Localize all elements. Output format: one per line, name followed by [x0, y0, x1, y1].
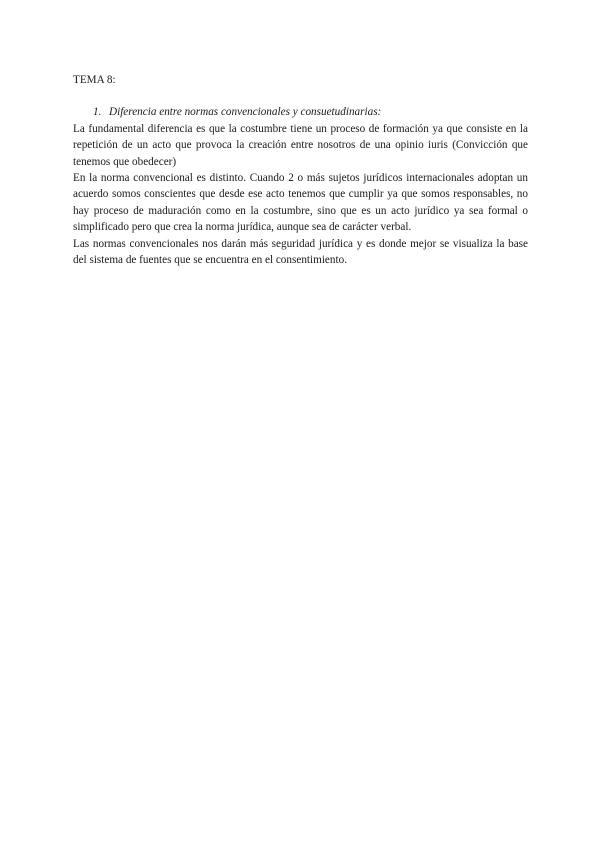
- section-title: Diferencia entre normas convencionales y consuetudinarias:: [109, 106, 382, 119]
- paragraph-costumbre: La fundamental diferencia es que la costumbre tiene un proceso de formación ya que consiste en la repetición de un acto que provoca la creación entre nosotros de una opinio iuris (Convicción que tenemos que obedecer): [73, 122, 528, 168]
- document-body: [73, 72, 528, 268]
- section-heading: [73, 104, 528, 120]
- section-number: 1.: [93, 106, 102, 119]
- paragraph-seguridad-juridica: Las normas convencionales nos darán más seguridad jurídica y es donde mejor se visualiza la base del sistema de fuentes que se encuentra en el consentimiento.: [73, 237, 528, 267]
- topic-heading: TEMA 8:: [73, 74, 116, 86]
- paragraph-norma-convencional: En la norma convencional es distinto. Cuando 2 o más sujetos jurídicos internacionales adoptan un acuerdo somos conscientes que desde ese acto tenemos que cumplir ya que somos responsables, no hay proceso de maduración como en la costumbre, sino que es un acto jurídico ya sea formal o simplificado pero que crea la norma jurídica, aunque sea de carácter verbal.: [73, 172, 528, 234]
